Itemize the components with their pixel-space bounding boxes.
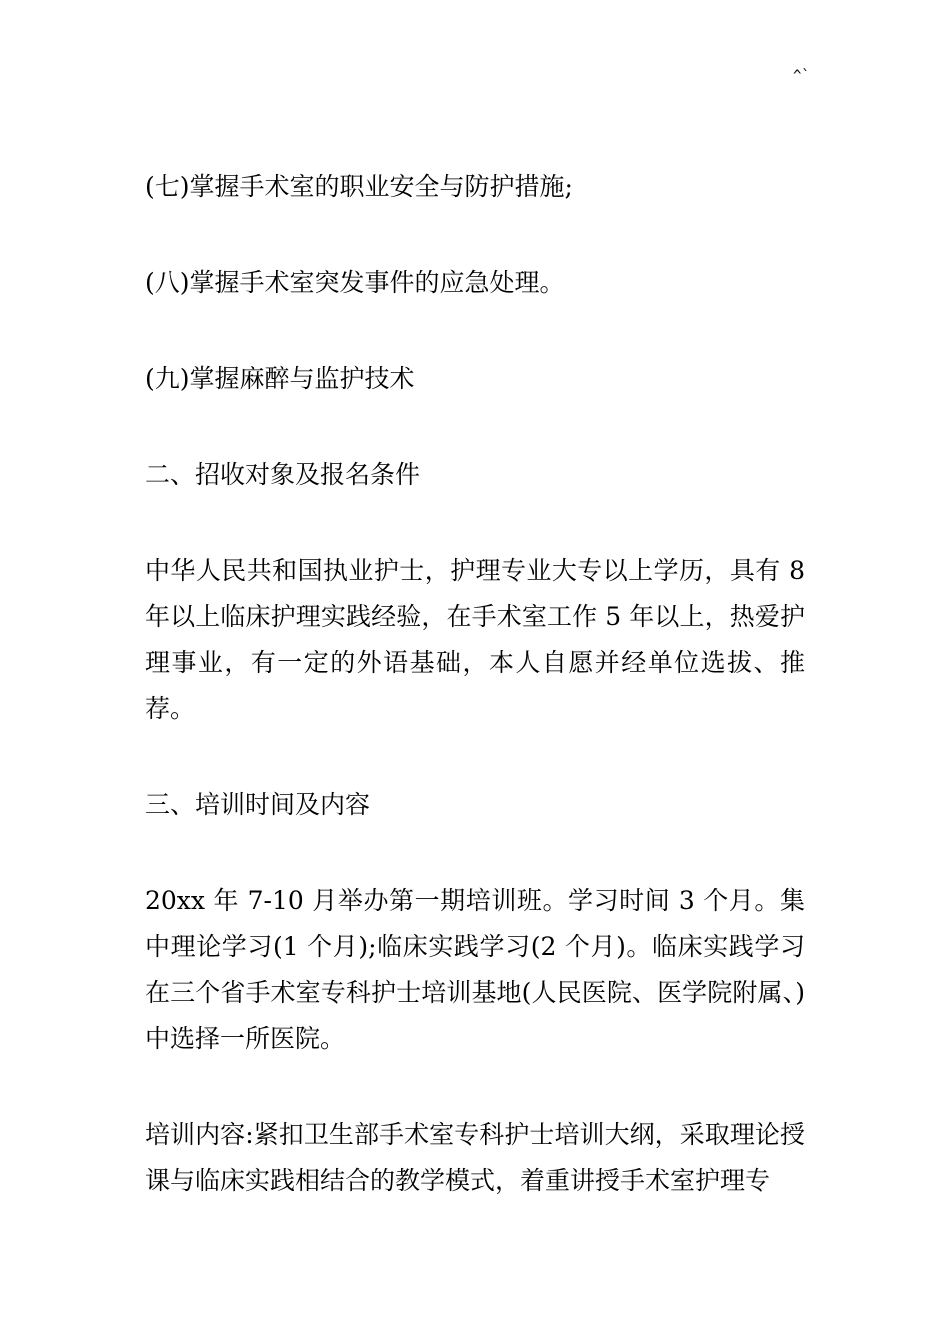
- eligibility-paragraph: 中华人民共和国执业护士，护理专业大专以上学历，具有 8 年以上临床护理实践经验，在手术室工作 5 年以上，热爱护理事业，有一定的外语基础，本人自愿并经单位选拔、推荐。: [145, 556, 805, 723]
- section-heading-2: 二、招收对象及报名条件: [145, 460, 421, 489]
- corner-mark: ^`: [793, 68, 810, 84]
- section-heading-3: 三、培训时间及内容: [145, 790, 371, 819]
- schedule-paragraph: 20xx 年 7-10 月举办第一期培训班。学习时间 3 个月。集中理论学习(1 个月);临床实践学习(2 个月)。临床实践学习在三个省手术室专科护士培训基地(人民医院、医学院附属、)中选择一所医院。: [145, 886, 805, 1053]
- list-item-7: (七)掌握手术室的职业安全与防护措施;: [145, 172, 573, 201]
- document-body: [145, 164, 805, 1254]
- list-item-9: (九)掌握麻醉与监护技术: [145, 364, 415, 393]
- content-paragraph: 培训内容:紧扣卫生部手术室专科护士培训大纲，采取理论授课与临床实践相结合的教学模式，着重讲授手术室护理专: [145, 1120, 805, 1195]
- list-item-8: (八)掌握手术室突发事件的应急处理。: [145, 268, 565, 297]
